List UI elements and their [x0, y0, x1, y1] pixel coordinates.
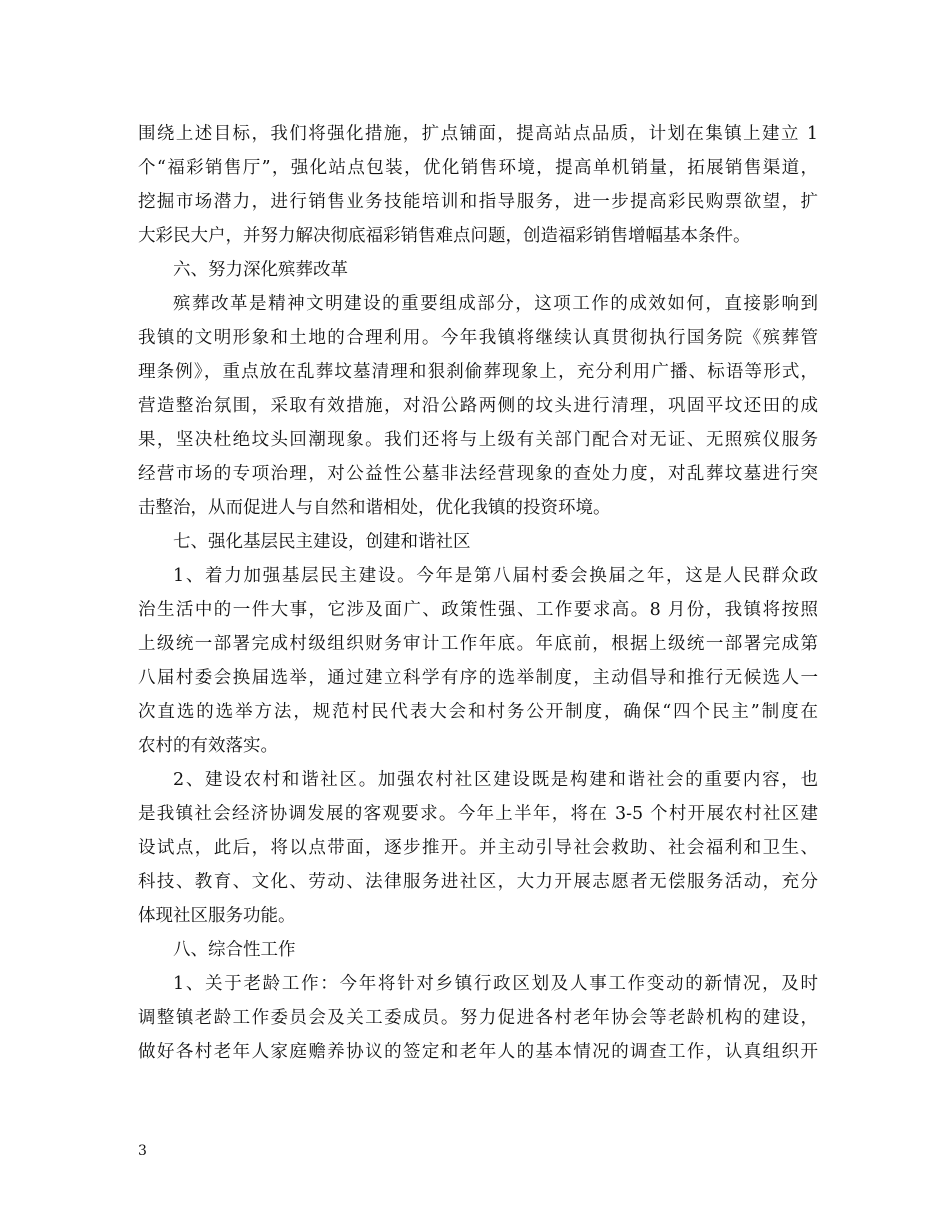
section-heading: 八、综合性工作 — [173, 940, 296, 960]
paragraph-line: 2、建设农村和谐社区。加强农村社区建设既是构建和谐社会的重要内容，也 — [173, 770, 818, 790]
paragraph-line: 理条例》，重点放在乱葬坟墓清理和狠刹偷葬现象上，充分利用广播、标语等形式， — [138, 362, 818, 382]
paragraph-line: 1、着力加强基层民主建设。今年是第八届村委会换届之年，这是人民群众政 — [173, 566, 818, 586]
paragraph-line: 做好各村老年人家庭赡养协议的签定和老年人的基本情况的调查工作，认真组织开 — [138, 1042, 818, 1062]
section-heading: 六、努力深化殡葬改革 — [173, 260, 348, 280]
page-number: 3 — [138, 1143, 147, 1159]
paragraph-line: 个“福彩销售厅”，强化站点包装，优化销售环境，提高单机销量，拓展销售渠道， — [138, 158, 818, 178]
paragraph-line: 殡葬改革是精神文明建设的重要组成部分，这项工作的成效如何，直接影响到 — [173, 294, 818, 314]
paragraph-line: 挖掘市场潜力，进行销售业务技能培训和指导服务，进一步提高彩民购票欲望，扩 — [138, 192, 818, 212]
paragraph-line: 1、关于老龄工作：今年将针对乡镇行政区划及人事工作变动的新情况，及时 — [173, 974, 818, 994]
paragraph-line: 治生活中的一件大事，它涉及面广、政策性强、工作要求高。8 月份，我镇将按照 — [138, 600, 818, 620]
paragraph-line: 经营市场的专项治理，对公益性公墓非法经营现象的查处力度，对乱葬坟墓进行突 — [138, 464, 818, 484]
paragraph-line: 营造整治氛围，采取有效措施，对沿公路两侧的坟头进行清理，巩固平坟还田的成 — [138, 396, 818, 416]
paragraph-line: 上级统一部署完成村级组织财务审计工作年底。年底前，根据上级统一部署完成第 — [138, 634, 818, 654]
section-heading: 七、强化基层民主建设，创建和谐社区 — [173, 532, 471, 552]
paragraph-line: 设试点，此后，将以点带面，逐步推开。并主动引导社会救助、社会福利和卫生、 — [138, 838, 818, 858]
paragraph-line: 八届村委会换届选举，通过建立科学有序的选举制度，主动倡导和推行无候选人一 — [138, 668, 818, 688]
document-body — [138, 117, 818, 1069]
paragraph-line: 调整镇老龄工作委员会及关工委成员。努力促进各村老年协会等老龄机构的建设， — [138, 1008, 818, 1028]
paragraph-line: 是我镇社会经济协调发展的客观要求。今年上半年，将在 3-5 个村开展农村社区建 — [138, 804, 818, 824]
paragraph-line: 体现社区服务功能。 — [138, 906, 296, 926]
paragraph-line: 我镇的文明形象和土地的合理利用。今年我镇将继续认真贯彻执行国务院《殡葬管 — [138, 328, 818, 348]
paragraph-line: 科技、教育、文化、劳动、法律服务进社区，大力开展志愿者无偿服务活动，充分 — [138, 872, 818, 892]
paragraph-line: 果，坚决杜绝坟头回潮现象。我们还将与上级有关部门配合对无证、无照殡仪服务 — [138, 430, 818, 450]
paragraph-line: 击整治，从而促进人与自然和谐相处，优化我镇的投资环境。 — [138, 498, 611, 518]
paragraph-line: 大彩民大户，并努力解决彻底福彩销售难点问题，创造福彩销售增幅基本条件。 — [138, 226, 751, 246]
paragraph-line: 次直选的选举方法，规范村民代表大会和村务公开制度，确保“四个民主”制度在 — [138, 702, 818, 722]
paragraph-line: 农村的有效落实。 — [138, 736, 278, 756]
paragraph-line: 围绕上述目标，我们将强化措施，扩点铺面，提高站点品质，计划在集镇上建立 1 — [138, 124, 818, 144]
